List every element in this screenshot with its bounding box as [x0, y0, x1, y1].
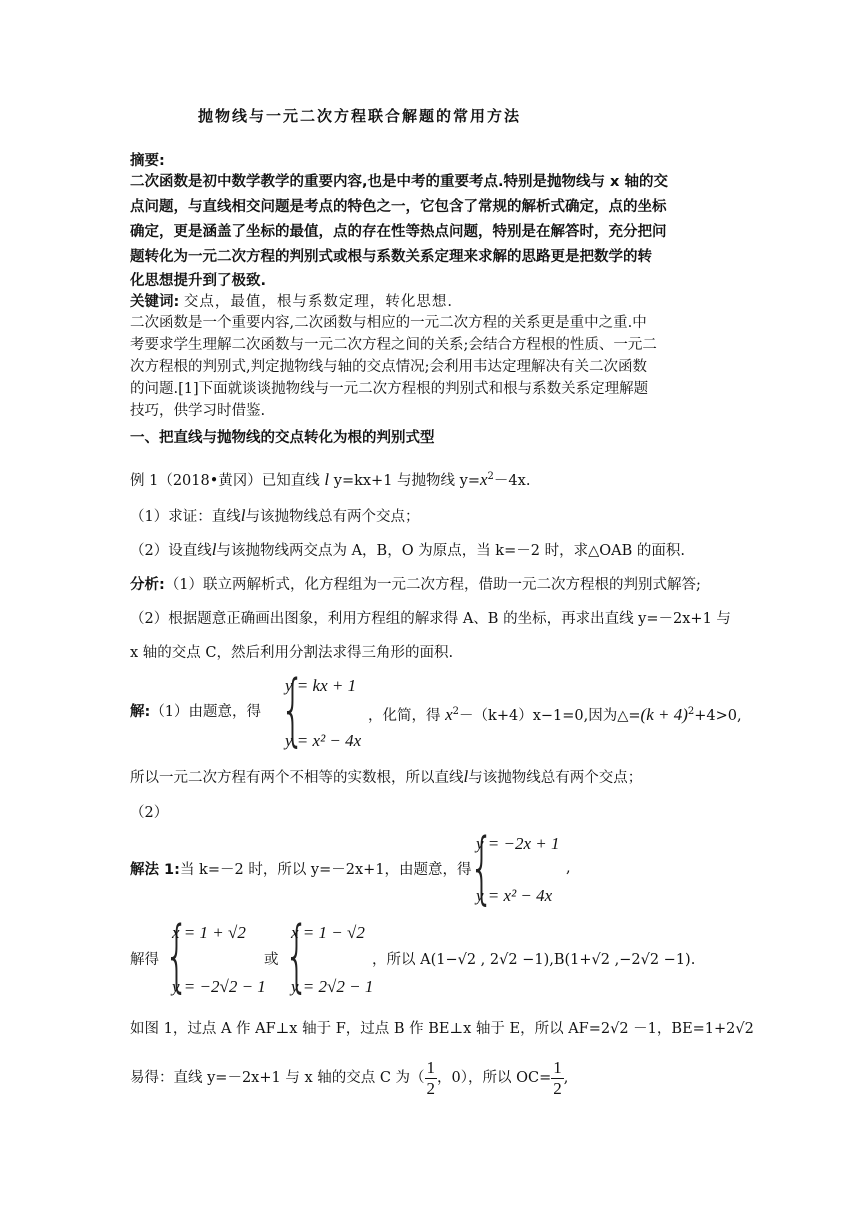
- analysis-line-2: （2）根据题意正确画出图象，利用方程组的解求得 A、B 的坐标，再求出直线 y=－2x+1 与: [130, 611, 731, 627]
- system-brace: {: [284, 911, 310, 1001]
- q1-text: （1）求证：直线: [130, 509, 241, 525]
- easy-line: [130, 1056, 568, 1100]
- fraction-numerator: 1: [426, 1057, 436, 1077]
- math-l: l: [240, 506, 246, 525]
- keywords-line: [130, 292, 453, 312]
- analysis-label: 分析:: [130, 577, 165, 593]
- solution-line-1-cont: ，化简，得 $x^2-(k+4)x-1=0$,因为△=(k + 4)$^2$+4>0,: [368, 704, 742, 724]
- math-x: x: [480, 469, 488, 489]
- example-middle: y=kx+1 与抛物线 y=: [333, 472, 480, 489]
- solution-line-2: [130, 767, 642, 788]
- method-1-line: [130, 860, 472, 880]
- math-l: l: [211, 540, 217, 559]
- example-end: －4x.: [493, 472, 531, 489]
- system-eq-top: y = kx + 1: [285, 676, 357, 695]
- q2-text: 与该抛物线两交点为 A，B，O 为原点，当 k=－2 时，求△OAB 的面积.: [216, 543, 685, 559]
- fraction-half: [425, 1058, 438, 1099]
- keywords-label: 关键词:: [130, 294, 180, 310]
- points-text: ，所以 A(1−√2 , 2√2 −1),B(1+√2 ,−2√2 −1).: [372, 952, 696, 968]
- math-l: l: [463, 767, 469, 786]
- analysis-line-3: x 轴的交点 C，然后利用分割法求得三角形的面积.: [130, 645, 454, 661]
- solution-text: ，化简，得: [368, 707, 441, 724]
- system-eq-bottom: y = x² − 4x: [285, 731, 362, 750]
- abstract-label: 摘要:: [130, 153, 165, 169]
- solution-y1: y = −2√2 − 1: [172, 977, 266, 996]
- keywords-text: 交点，最值，根与系数定理，转化思想.: [183, 294, 454, 310]
- solution-x2: x = 1 − √2: [291, 923, 365, 942]
- abstract-line: 化思想提升到了极致.: [130, 273, 267, 289]
- question-2: [130, 540, 685, 561]
- method-text: 当 k=－2 时，所以 y=－2x+1，由题意，得: [179, 862, 472, 878]
- q2-text: （2）设直线: [130, 543, 212, 559]
- abstract-line: 题转化为一元二次方程的判别式或根与系数关系定理来求解的思路更是把数学的转: [130, 249, 652, 265]
- easy-text: 易得：直线 y=－2x+1 与 x 轴的交点 C 为（: [130, 1070, 425, 1086]
- system-brace: {: [164, 911, 190, 1001]
- solution-label: 解:: [130, 704, 151, 720]
- figure-line: 如图 1，过点 A 作 AF⊥x 轴于 F，过点 B 作 BE⊥x 轴于 E，所以 AF=2√2 －1，BE=1+2√2: [130, 1021, 754, 1037]
- example-prefix: 例 1（2018•黄冈）已知直线: [130, 472, 320, 489]
- solution-line-1: [130, 702, 261, 722]
- system-eq-top: y = −2x + 1: [476, 834, 560, 853]
- easy-text: ,: [563, 1070, 569, 1086]
- exponent: 2: [487, 471, 494, 482]
- solution-x1: x = 1 + √2: [172, 923, 246, 942]
- intro-line: 技巧，供学习时借鉴.: [130, 403, 266, 419]
- example-1: [130, 467, 530, 491]
- fraction-numerator: 1: [553, 1057, 562, 1077]
- fraction-denominator: 2: [426, 1078, 436, 1098]
- system-brace: {: [469, 823, 495, 913]
- easy-text: ，0），所以 OC=: [437, 1070, 552, 1086]
- solution-text: 所以一元二次方程有两个不相等的实数根，所以直线: [130, 770, 464, 786]
- abstract-line: 二次函数是初中数学教学的重要内容,也是中考的重要考点.特别是抛物线与 x 轴的交: [130, 174, 668, 190]
- abstract-line: 确定，更是涵盖了坐标的最值，点的存在性等热点问题，特别是在解答时，充分把问: [130, 224, 667, 240]
- system-brace: {: [280, 665, 306, 755]
- part-2-label: （2）: [130, 805, 169, 821]
- solution-text: －（k+4）x−1=0,因为△=: [459, 707, 641, 724]
- q1-text: 与该抛物线总有两个交点；: [245, 509, 420, 525]
- method-label: 解法 1:: [130, 862, 180, 878]
- solution-y2: y = 2√2 − 1: [291, 977, 374, 996]
- page-title: 抛物线与一元二次方程联合解题的常用方法: [198, 107, 522, 125]
- intro-line: 次方程根的判别式,判定抛物线与轴的交点情况;会利用韦达定理解决有关二次函数: [130, 359, 647, 375]
- system-eq-bottom: y = x² − 4x: [476, 886, 553, 905]
- math-x: x: [445, 704, 453, 724]
- analysis-text: （1）联立两解析式，化方程组为一元二次方程，借助一元二次方程根的判别式解答;: [164, 577, 701, 593]
- solution-text: （1）由题意，得: [150, 704, 262, 720]
- solution-text: +4>0,: [694, 707, 742, 724]
- or-label: 或: [264, 952, 279, 968]
- intro-line: 二次函数是一个重要内容,二次函数与相应的一元二次方程的关系更是重中之重.中: [130, 315, 647, 331]
- question-1: [130, 506, 419, 527]
- solution-text: 与该抛物线总有两个交点；: [468, 770, 643, 786]
- math-l: l: [324, 469, 330, 489]
- analysis-line-1: [130, 575, 701, 595]
- comma: ,: [566, 860, 571, 876]
- intro-line: 考要求学生理解二次函数与一元二次方程之间的关系;会结合方程根的性质、一元二: [130, 337, 657, 353]
- solve-label: 解得: [130, 952, 159, 968]
- fraction-denominator: 2: [553, 1078, 562, 1098]
- fraction-half: [551, 1058, 564, 1099]
- intro-line: 的问题.[1]下面就谈谈抛物线与一元二次方程根的判别式和根与系数关系定理解题: [130, 381, 649, 397]
- math-k4: (k + 4): [640, 704, 688, 724]
- section-heading: 一、把直线与抛物线的交点转化为根的判别式型: [130, 430, 435, 446]
- abstract-line: 点问题，与直线相交问题是考点的特色之一，它包含了常规的解析式确定，点的坐标: [130, 199, 667, 215]
